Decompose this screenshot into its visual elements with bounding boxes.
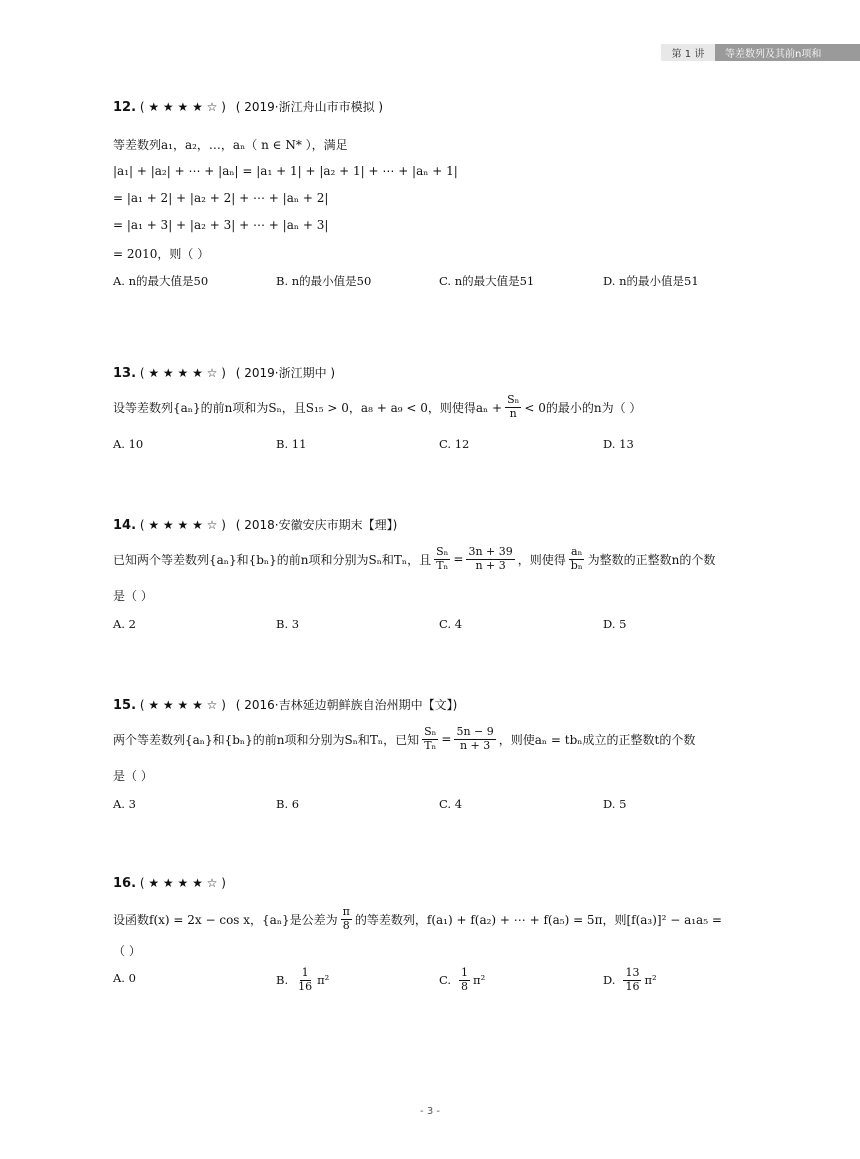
option-d[interactable] bbox=[603, 967, 657, 993]
option-d[interactable]: D. 5 bbox=[603, 797, 627, 811]
question-line: 是（ ） bbox=[113, 589, 153, 603]
option-c[interactable]: C. 12 bbox=[439, 437, 470, 451]
difficulty-stars: ( ★ ★ ★ ★ ☆ ) bbox=[139, 876, 226, 890]
fraction bbox=[466, 546, 514, 572]
fraction bbox=[569, 546, 585, 572]
fraction-denominator: 8 bbox=[342, 918, 350, 932]
question-line: = |a₁ + 3| + |a₂ + 3| + ⋯ + |aₙ + 3| bbox=[113, 218, 329, 232]
options bbox=[113, 967, 773, 997]
question-line bbox=[113, 906, 722, 932]
page-number: - 3 - bbox=[420, 1106, 440, 1117]
question-header bbox=[113, 696, 773, 713]
question-line: = |a₁ + 2| + |a₂ + 2| + ⋯ + |aₙ + 2| bbox=[113, 191, 329, 205]
lecture-label: 第 1 讲 bbox=[661, 44, 715, 61]
question-text: < 0的最小的n为（ ） bbox=[524, 400, 642, 415]
difficulty-stars: ( ★ ★ ★ ★ ☆ ) bbox=[139, 518, 226, 532]
question-source: ( 2016·吉林延边朝鲜族自治州期中【文】) bbox=[235, 698, 458, 712]
question-number: 14. bbox=[113, 518, 137, 533]
question-13 bbox=[113, 364, 773, 451]
option-b[interactable]: B. 3 bbox=[276, 617, 300, 631]
fraction-numerator: Sₙ bbox=[507, 393, 520, 406]
fraction bbox=[623, 967, 641, 993]
fraction bbox=[422, 726, 438, 752]
option-label: C. bbox=[439, 973, 452, 988]
question-text: 设函数f(x) = 2x − cos x，{aₙ}是公差为 bbox=[113, 912, 338, 927]
difficulty-stars: ( ★ ★ ★ ★ ☆ ) bbox=[139, 100, 226, 114]
fraction bbox=[296, 967, 314, 993]
question-header bbox=[113, 516, 773, 533]
question-line: |a₁| + |a₂| + ⋯ + |aₙ| = |a₁ + 1| + |a₂ + 1| + ⋯ + |aₙ + 1| bbox=[113, 164, 458, 178]
option-d[interactable]: D. n的最小值是51 bbox=[603, 274, 699, 288]
question-text: 的等差数列，f(a₁) + f(a₂) + ⋯ + f(a₅) = 5π，则[f(a₃)]² − a₁a₅ = bbox=[354, 912, 722, 927]
question-text: ，则使得 bbox=[517, 552, 566, 567]
question-line: 等差数列a₁，a₂，…，aₙ（ n ∈ N* ），满足 bbox=[113, 138, 348, 152]
fraction-denominator: Tₙ bbox=[424, 738, 437, 752]
question-text: 为整数的正整数n的个数 bbox=[587, 552, 716, 567]
option-c[interactable]: C. 4 bbox=[439, 617, 463, 631]
chapter-title: 等差数列及其前n项和 bbox=[715, 44, 860, 61]
option-b[interactable]: B. n的最小值是50 bbox=[276, 274, 372, 288]
fraction-numerator: 1 bbox=[301, 966, 309, 979]
question-header bbox=[113, 364, 773, 381]
question-number: 15. bbox=[113, 698, 137, 713]
question-text: 两个等差数列{aₙ}和{bₙ}的前n项和分别为Sₙ和Tₙ，已知 bbox=[113, 732, 420, 747]
question-source: ( 2019·浙江期中 ) bbox=[235, 366, 336, 380]
fraction bbox=[459, 967, 470, 993]
question-line bbox=[113, 394, 641, 420]
option-b[interactable]: B. 6 bbox=[276, 797, 300, 811]
question-line bbox=[113, 726, 695, 752]
difficulty-stars: ( ★ ★ ★ ★ ☆ ) bbox=[139, 698, 226, 712]
option-d[interactable]: D. 13 bbox=[603, 437, 634, 451]
fraction-numerator: 13 bbox=[625, 966, 640, 979]
question-line bbox=[113, 546, 715, 572]
fraction-numerator: Sₙ bbox=[424, 725, 437, 738]
option-c[interactable]: C. 4 bbox=[439, 797, 463, 811]
option-a[interactable]: A. 0 bbox=[113, 971, 136, 985]
difficulty-stars: ( ★ ★ ★ ★ ☆ ) bbox=[139, 366, 226, 380]
option-d[interactable]: D. 5 bbox=[603, 617, 627, 631]
option-a[interactable]: A. 10 bbox=[113, 437, 144, 451]
question-number: 16. bbox=[113, 876, 137, 891]
question-line: 是（ ） bbox=[113, 769, 153, 783]
equals-sign: = bbox=[453, 552, 464, 567]
question-12 bbox=[113, 98, 773, 288]
option-text: π² bbox=[317, 973, 330, 988]
option-c[interactable] bbox=[439, 967, 485, 993]
fraction bbox=[454, 726, 495, 752]
option-text: π² bbox=[644, 973, 657, 988]
question-text: 设等差数列{aₙ}的前n项和为Sₙ，且S₁₅ > 0，a₈ + a₉ < 0，则使得aₙ + bbox=[113, 400, 503, 415]
question-number: 13. bbox=[113, 366, 137, 381]
fraction bbox=[434, 546, 450, 572]
option-text: π² bbox=[473, 973, 486, 988]
option-b[interactable] bbox=[276, 967, 329, 993]
question-number: 12. bbox=[113, 100, 137, 115]
option-a[interactable]: A. 3 bbox=[113, 797, 136, 811]
question-15 bbox=[113, 696, 773, 811]
question-header bbox=[113, 98, 773, 115]
fraction-numerator: Sₙ bbox=[436, 545, 449, 558]
question-source: ( 2019·浙江舟山市市模拟 ) bbox=[235, 100, 384, 114]
question-line: （ ） bbox=[113, 944, 141, 958]
fraction bbox=[505, 394, 521, 420]
fraction-denominator: 8 bbox=[461, 979, 469, 993]
fraction-denominator: 16 bbox=[298, 979, 313, 993]
option-c[interactable]: C. n的最大值是51 bbox=[439, 274, 535, 288]
equals-sign: = bbox=[441, 732, 452, 747]
question-text: 已知两个等差数列{aₙ}和{bₙ}的前n项和分别为Sₙ和Tₙ，且 bbox=[113, 552, 432, 567]
fraction-numerator: 3n + 39 bbox=[468, 545, 513, 558]
question-text: ，则使aₙ = tbₙ成立的正整数t的个数 bbox=[498, 732, 696, 747]
fraction-denominator: n + 3 bbox=[475, 558, 506, 572]
question-source: ( 2018·安徽安庆市期末【理】) bbox=[235, 518, 398, 532]
fraction-numerator: 5n − 9 bbox=[456, 725, 494, 738]
fraction-numerator: 1 bbox=[461, 966, 469, 979]
option-a[interactable]: A. n的最大值是50 bbox=[113, 274, 209, 288]
option-a[interactable]: A. 2 bbox=[113, 617, 136, 631]
fraction bbox=[341, 906, 352, 932]
fraction-denominator: 16 bbox=[625, 979, 640, 993]
fraction-denominator: bₙ bbox=[570, 558, 583, 572]
fraction-denominator: n + 3 bbox=[459, 738, 491, 752]
fraction-denominator: n bbox=[509, 406, 517, 420]
fraction-numerator: aₙ bbox=[571, 545, 583, 558]
option-label: D. bbox=[603, 973, 616, 988]
fraction-denominator: Tₙ bbox=[436, 558, 449, 572]
fraction-numerator: π bbox=[342, 905, 350, 918]
question-header bbox=[113, 876, 773, 891]
page-header bbox=[661, 44, 860, 61]
question-16 bbox=[113, 876, 773, 993]
option-b[interactable]: B. 11 bbox=[276, 437, 307, 451]
option-label: B. bbox=[276, 973, 289, 988]
question-line: = 2010，则（ ） bbox=[113, 247, 210, 261]
question-14 bbox=[113, 516, 773, 631]
